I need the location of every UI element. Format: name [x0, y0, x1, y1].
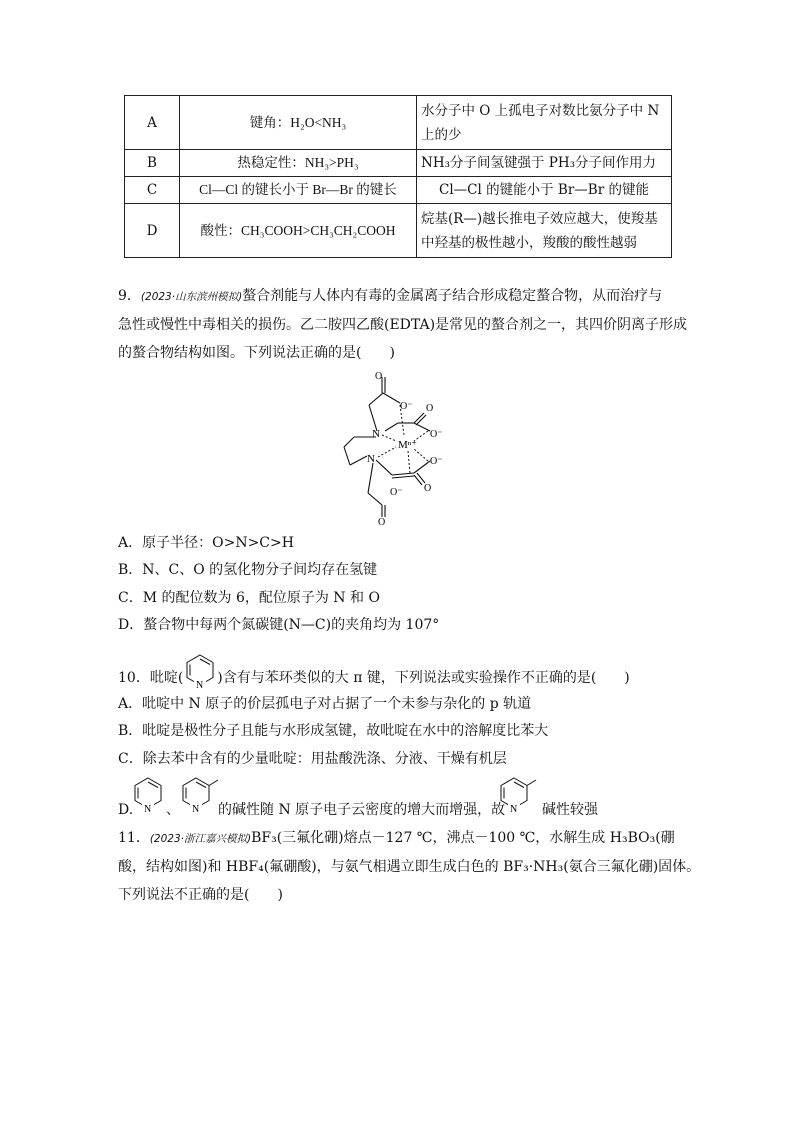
fig-label-o-minus-3: O⁻: [430, 456, 443, 467]
q11-stem-1: BF₃(三氟化硼)熔点－127 ℃，沸点－100 ℃，水解生成 H₃BO₃(硼: [251, 830, 675, 846]
options-table: [124, 95, 672, 258]
fig-label-o-minus-4: O⁻: [390, 487, 403, 498]
pyridine-structure-icon: [132, 772, 166, 816]
q10-option-c: C．除去苯中含有的少量吡啶：用盐酸洗涤、分液、干燥有机层: [118, 751, 507, 767]
row-statement: 酸性：CH₃COOH>CH₃CH₂COOH: [180, 204, 417, 258]
methylpyridine-n-label: N: [510, 804, 518, 815]
q10-stem: )含有与苯环类似的大 π 键，下列说法或实验操作不正确的是( ): [217, 670, 630, 686]
fig-label-metal: Mⁿ⁺: [398, 439, 418, 451]
pyridine-n-label: N: [196, 680, 204, 690]
fig-label-o-2: O: [426, 403, 434, 414]
q11-stem-3: 下列说法不正确的是( ): [118, 887, 283, 903]
q9-stem-2: 急性或慢性中毒相关的损伤。乙二胺四乙酸(EDTA)是常见的螯合剂之一，其四价阴离子形成: [118, 317, 688, 333]
pyridine-n-label: N: [144, 804, 152, 815]
q10-option-a: A．吡啶中 N 原子的价层孤电子对占据了一个未参与杂化的 p 轨道: [118, 696, 532, 712]
row-reason: 水分子中 O 上孤电子对数比氨分子中 N 上的少: [417, 96, 672, 150]
pyridine-structure-icon: [183, 652, 217, 690]
q9-stem-1: 螯合剂能与人体内有毒的金属离子结合形成稳定螯合物，从而治疗与: [242, 288, 663, 304]
table-row: [125, 204, 672, 258]
fig-label-n-2: N: [367, 453, 375, 465]
q10-option-d-end: 碱性较强: [542, 802, 598, 818]
q11-line-1: [118, 828, 675, 849]
row-reason: NH₃分子间氢键强于 PH₃分子间作用力: [417, 150, 672, 177]
table-row: [125, 150, 672, 177]
methylpyridine-n-label: N: [192, 804, 200, 815]
row-statement: Cl—Cl 的键长小于 Br—Br 的键长: [180, 177, 417, 204]
q9-option-c: C．M 的配位数为 6，配位原子为 N 和 O: [118, 590, 380, 606]
methylpyridine-structure-icon: [498, 772, 538, 816]
row-statement: 键角：H₂O<NH₃: [180, 96, 417, 150]
row-label: C: [125, 177, 180, 204]
q9-number: 9．: [118, 288, 141, 304]
row-label: D: [125, 204, 180, 258]
q10-option-d-separator: 、: [166, 802, 180, 818]
q11-stem-2: 酸，结构如图)和 HBF₄(氟硼酸)，与氨气相遇立即生成白色的 BF₃·NH₃(氨合三氟化硼)固体。: [118, 859, 701, 875]
edta-chelate-figure: [330, 365, 470, 527]
q9-line-1: [118, 286, 662, 307]
q9-option-d: D．螯合物中每两个氮碳键(N—C)的夹角均为 107°: [118, 617, 440, 633]
fig-label-o-4: O: [378, 517, 386, 527]
q10-option-d-label: D.: [118, 802, 134, 818]
fig-label-o-minus-1: O⁻: [400, 401, 413, 412]
row-label: B: [125, 150, 180, 177]
fig-label-n-1: N: [372, 428, 380, 440]
row-statement: 热稳定性：NH₃>PH₃: [180, 150, 417, 177]
q10-number: 10．吡啶(: [118, 670, 184, 686]
q10-line-1: [118, 666, 630, 690]
q9-stem-3: 的螯合物结构如图。下列说法正确的是( ): [118, 345, 395, 361]
q9-source: (2023·山东滨州模拟): [140, 291, 243, 303]
methylpyridine-structure-icon: [180, 772, 220, 816]
row-label: A: [125, 96, 180, 150]
q10-option-d-mid: 的碱性随 N 原子电子云密度的增大而增强，故: [218, 802, 506, 818]
table-row: [125, 96, 672, 150]
q10-option-b: B．吡啶是极性分子且能与水形成氢键，故吡啶在水中的溶解度比苯大: [118, 723, 549, 739]
fig-label-o-3: O: [424, 483, 432, 494]
row-reason: Cl—Cl 的键能小于 Br—Br 的键能: [417, 177, 672, 204]
q9-option-b: B．N、C、O 的氢化物分子间均存在氢键: [118, 562, 378, 578]
fig-label-o-top: O: [375, 371, 383, 382]
q9-option-a: A．原子半径：O>N>C>H: [118, 535, 294, 551]
fig-label-o-minus-2: O⁻: [430, 429, 443, 440]
q11-source: (2023·浙江嘉兴模拟): [149, 833, 252, 845]
row-reason: 烷基(R—)越长推电子效应越大，使羧基中羟基的极性越小，羧酸的酸性越弱: [417, 204, 672, 258]
table-row: [125, 177, 672, 204]
q11-number: 11．: [118, 830, 150, 846]
